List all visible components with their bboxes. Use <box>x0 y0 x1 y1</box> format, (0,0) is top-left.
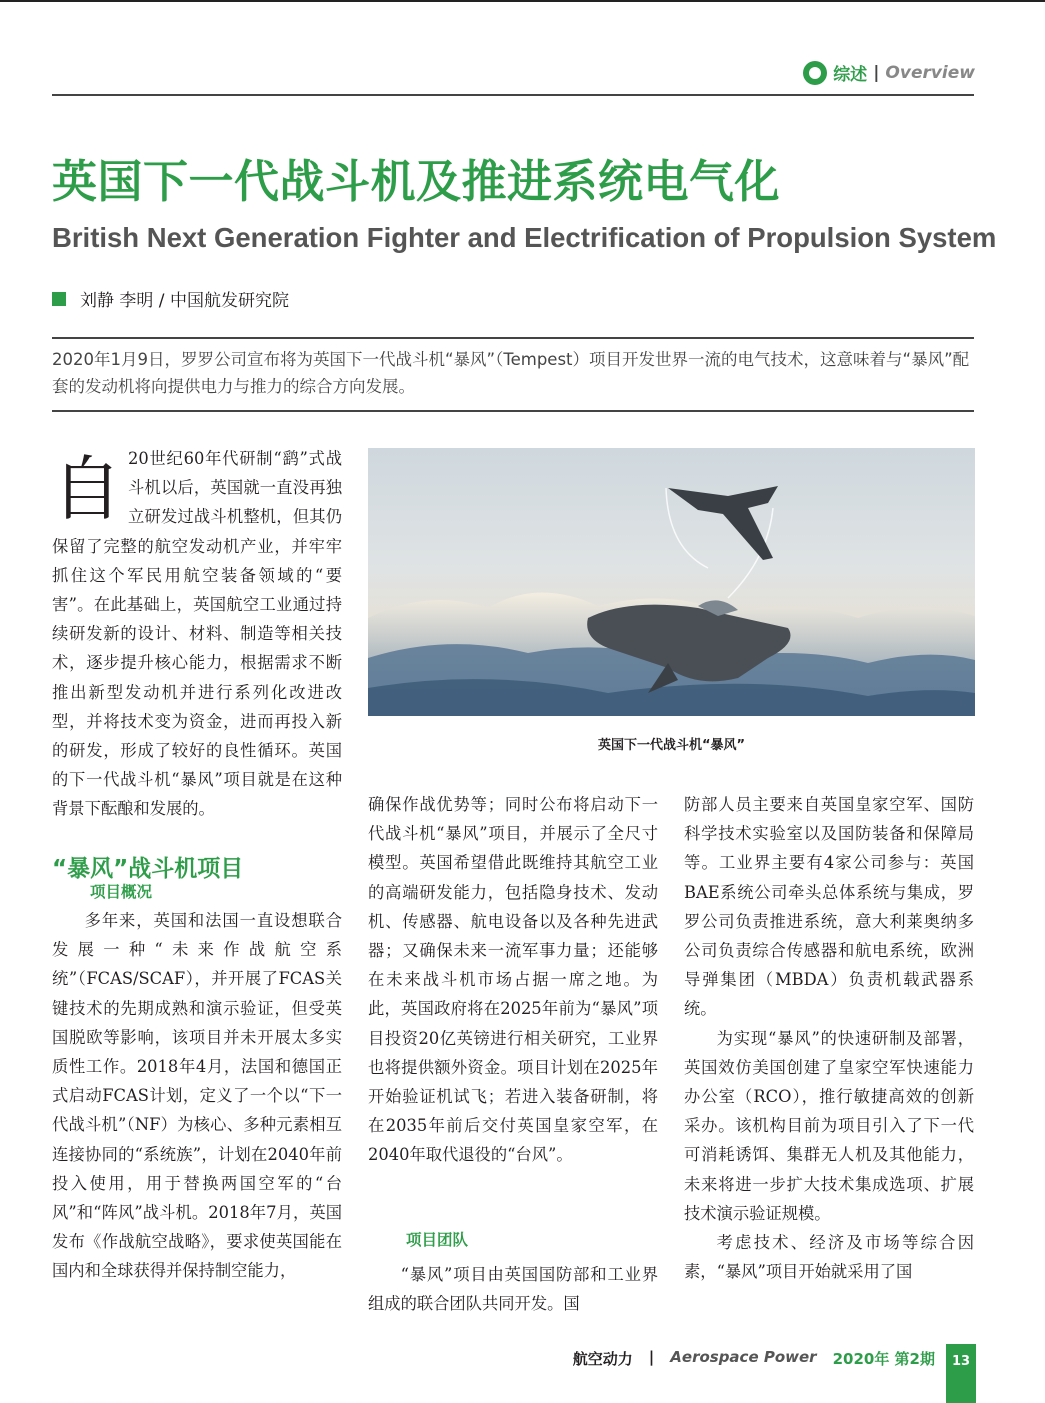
author-names: 刘静 李明 / 中国航发研究院 <box>80 291 289 311</box>
author-line <box>52 286 289 311</box>
drop-cap: 自 <box>52 448 122 530</box>
fighter-jet-figure <box>368 448 975 716</box>
subheading-overview: 项目概况 <box>90 883 153 901</box>
page-footer <box>573 1348 935 1369</box>
top-rule <box>0 0 1045 2</box>
journal-name-cn: 航空动力 <box>572 1350 633 1368</box>
column-3-paragraph-1: 防部人员主要来自英国皇家空军、国防科学技术实验室以及国防装备和保障局等。工业界主要有4家公司参与：英国BAE系统公司牵头总体系统与集成，罗罗公司负责推进系统，意大利莱奥纳多公司负责综合传感器和航电系统，欧洲导弹集团（MBDA）负责机载武器系统。 <box>684 795 974 1019</box>
subheading-team: 项目团队 <box>406 1231 469 1249</box>
header-rule <box>52 94 974 96</box>
intro-paragraph <box>52 444 342 824</box>
figure-caption: 英国下一代战斗机“暴风” <box>597 738 746 753</box>
section-label-en: Overview <box>885 62 975 83</box>
column-3 <box>684 790 974 1286</box>
overview-paragraph: 多年来，英国和法国一直设想联合发展一种“未来作战航空系统”（FCAS/SCAF），并开展了FCAS关键技术的先期成熟和演示验证，但受英国脱欧等影响，该项目并未开展太多实质性工作。2018年4月，法国和德国正式启动FCAS计划，定义了一个以“下一代战斗机”（NF）为核心、多种元素相互连接协同的“系统族”，计划在2040年前投入使用，用于替换两国空军的“台风”和“阵风”战斗机。2018年7月，英国发布《作战航空战略》，要求使英国能在国内和全球获得并保持制空能力， <box>52 911 342 1281</box>
intro-text: 20世纪60年代研制“鹞”式战斗机以后，英国就一直没再独立研发过战斗机整机，但其仍保留了完整的航空发动机产业，并牢牢抓住这个军民用航空装备领域的“要害”。在此基础上，英国航空工业通过持续研发新的设计、材料、制造等相关技术，逐步提升核心能力，根据需求不断推出新型发动机并进行系列化改进改型，并将技术变为资金，进而再投入新的研发，形成了较好的良性循环。英国的下一代战斗机“暴风”项目就是在这种背景下酝酿和发展的。 <box>52 449 342 819</box>
section-separator: | <box>873 62 880 83</box>
abstract-rule-bottom <box>52 410 974 412</box>
author-marker-icon <box>52 292 66 306</box>
journal-issue: 2020年 第2期 <box>832 1350 935 1368</box>
article-title-en: British Next Generation Fighter and Electrification of Propulsion System <box>52 222 997 253</box>
abstract-rule-top <box>52 337 974 339</box>
column-3-paragraph-3: 考虑技术、经济及市场等综合因素，“暴风”项目开始就采用了国 <box>684 1233 974 1282</box>
section-logo-icon <box>803 61 827 85</box>
column-3-paragraph-2: 为实现“暴风”的快速研制及部署，英国效仿美国创建了皇家空军快速能力办公室（RCO），推行敏捷高效的创新采办。该机构目前为项目引入了下一代可消耗诱饵、集群无人机及其他能力，未来将进一步扩大技术集成选项、扩展技术演示验证规模。 <box>684 1028 974 1223</box>
article-title-cn: 英国下一代战斗机及推进系统电气化 <box>52 155 781 208</box>
journal-separator: | <box>648 1348 655 1366</box>
journal-name-en: Aerospace Power <box>670 1348 817 1366</box>
abstract: 2020年1月9日，罗罗公司宣布将为英国下一代战斗机“暴风”（Tempest）项目开发世界一流的电气技术，这意味着与“暴风”配套的发动机将向提供电力与推力的综合方向发展。 <box>52 350 970 396</box>
section-heading: “暴风”战斗机项目 <box>52 856 244 882</box>
team-paragraph: “暴风”项目由英国国防部和工业界组成的联合团队共同开发。国 <box>368 1265 658 1314</box>
section-tag <box>803 60 975 85</box>
section-label-cn: 综述 <box>833 65 868 85</box>
column-2-paragraph: 确保作战优势等；同时公布将启动下一代战斗机“暴风”项目，并展示了全尺寸模型。英国希望借此既维持其航空工业的高端研发能力，包括隐身技术、发动机、传感器、航电设备以及各种先进武器；又确保未来一流军事力量；还能够在未来战斗机市场占据一席之地。为此，英国政府将在2025年前为“暴风”项目投资20亿英镑进行相关研究，工业界也将提供额外资金。项目计划在2025年开始验证机试飞；若进入装备研制，将在2035年前后交付英国皇家空军，在2040年取代退役的“台风”。 <box>368 795 658 1165</box>
fighter-jet-illustration <box>368 448 975 716</box>
page-number: 13 <box>946 1344 976 1403</box>
